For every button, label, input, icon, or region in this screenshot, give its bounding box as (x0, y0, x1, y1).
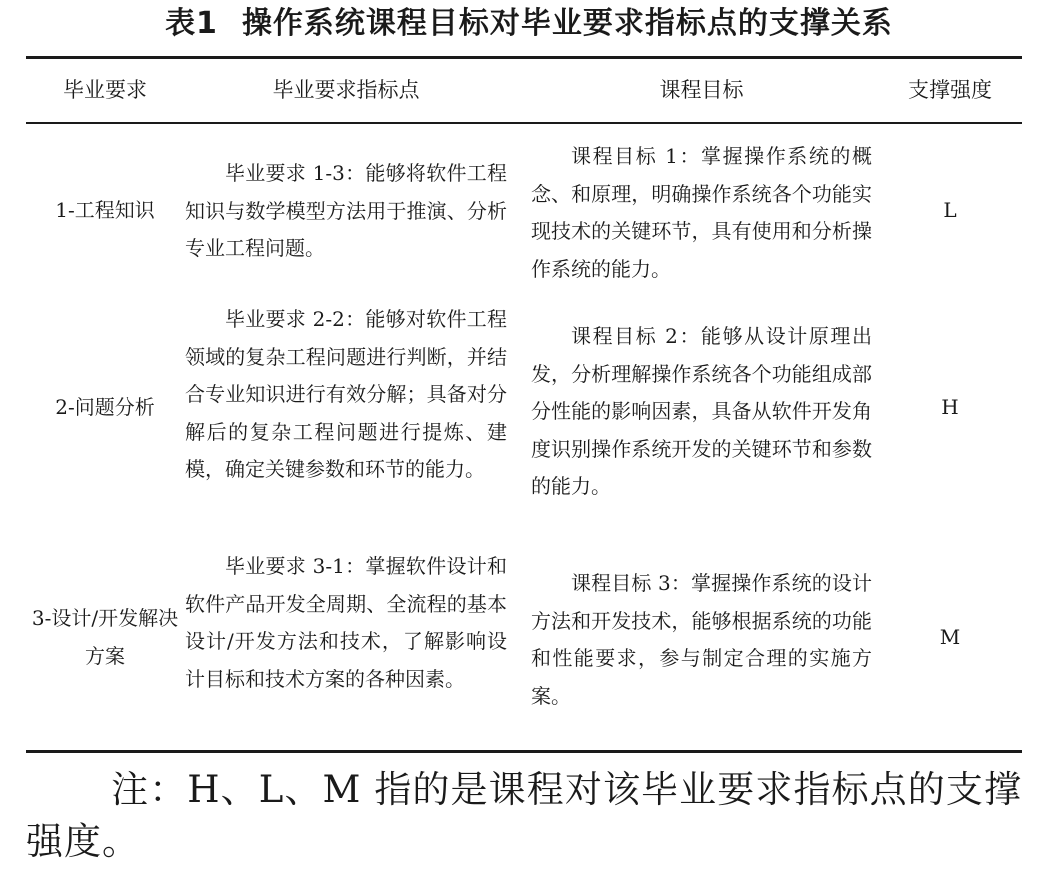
row1-goal: 课程目标 1：掌握操作系统的概念、和原理，明确操作系统各个功能实现技术的关键环节，具有使用和分析操作系统的能力。 (531, 144, 872, 281)
top-rule (26, 56, 1022, 59)
row2-strength: H (941, 395, 959, 419)
row3-requirement: 3-设计/开发解决方案 (31, 606, 179, 668)
table-number: 表1 (165, 6, 218, 41)
row2-indicator: 毕业要求 2-2：能够对软件工程领域的复杂工程问题进行判断，并结合专业知识进行有效分解；具备对分解后的复杂工程问题进行提炼、建模，确定关键参数和环节的能力。 (185, 307, 507, 481)
header-goal: 课程目标 (659, 78, 744, 102)
row3-strength: M (939, 625, 961, 649)
header-indicator: 毕业要求指标点 (272, 78, 420, 102)
header-rule (26, 122, 1022, 124)
row3-goal: 课程目标 3：掌握操作系统的设计方法和开发技术，能够根据系统的功能和性能要求，参与制定合理的实施方案。 (531, 571, 872, 708)
row1-strength: L (943, 198, 957, 222)
table-title (0, 2, 1058, 46)
row2-requirement: 2-问题分析 (55, 395, 155, 419)
table-caption: 操作系统课程目标对毕业要求指标点的支撑关系 (241, 6, 893, 41)
row1-indicator: 毕业要求 1-3：能够将软件工程知识与数学模型方法用于推演、分析专业工程问题。 (185, 161, 507, 260)
bottom-rule (26, 750, 1022, 753)
row3-indicator: 毕业要求 3-1：掌握软件设计和软件产品开发全周期、全流程的基本设计/开发方法和技术，了解影响设计目标和技术方案的各种因素。 (185, 554, 507, 691)
row1-requirement: 1-工程知识 (55, 198, 155, 222)
table-note: 注：H、L、M 指的是课程对该毕业要求指标点的支撑强度。 (26, 768, 1022, 863)
header-requirement: 毕业要求 (63, 78, 147, 102)
header-strength: 支撑强度 (908, 78, 992, 102)
row2-goal: 课程目标 2：能够从设计原理出发，分析理解操作系统各个功能组成部分性能的影响因素，具备从软件开发角度识别操作系统开发的关键环节和参数的能力。 (531, 324, 872, 498)
